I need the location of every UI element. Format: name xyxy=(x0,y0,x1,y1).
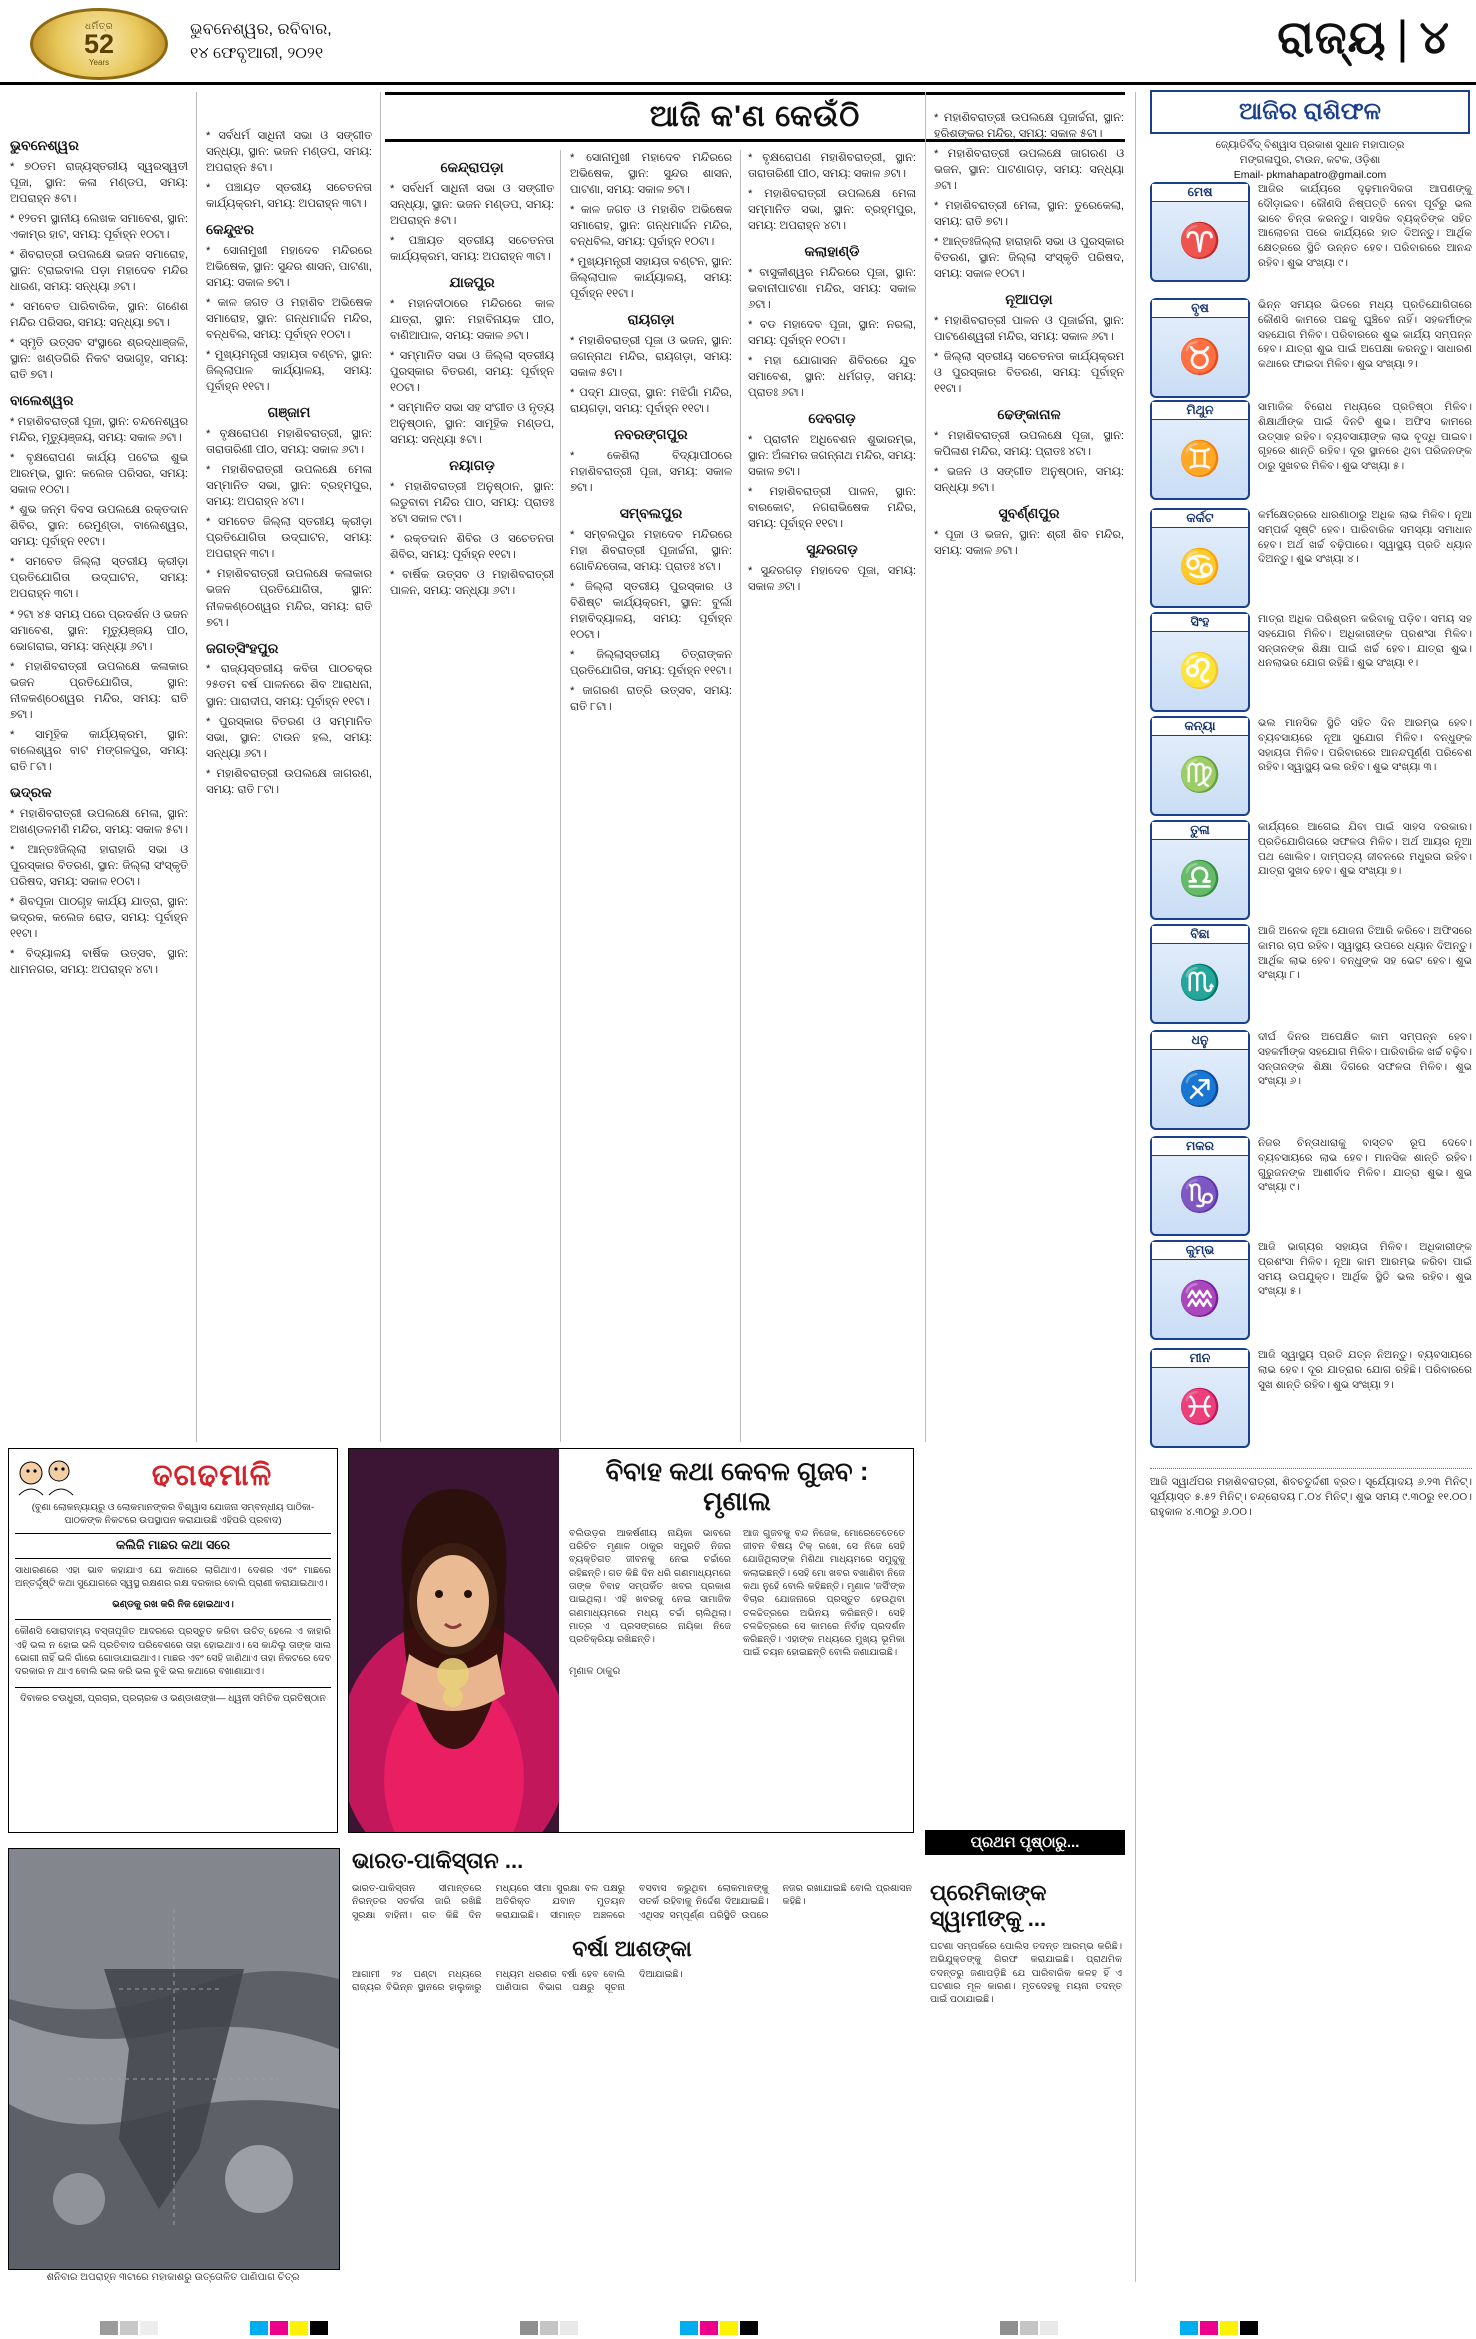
registration-marks-color-1 xyxy=(250,2321,330,2335)
from-page-one-bar: ପ୍ରଥମ ପୃଷ୍ଠାରୁ... xyxy=(925,1830,1125,1855)
events-column-3 xyxy=(390,150,554,603)
rain-title: ବର୍ଷା ଆଶଙ୍କା xyxy=(572,1935,692,1961)
actress-portrait-image xyxy=(349,1449,559,1832)
event-item: * ସମ୍ମାନିତ ସଭା ଓ ଜିଲ୍ଲା ସ୍ତରୀୟ ପୁରସ୍କାର ବିତରଣ, ସମୟ: ପୂର୍ବାହ୍ନ ୧୦ଟା। xyxy=(390,350,554,395)
astrologer-email: Email- pkmahapatro@gmail.com xyxy=(1233,169,1387,182)
registration-marks-gray-2 xyxy=(1000,2321,1060,2335)
event-item: * ସୋନାମୁଖୀ ମହାଦେବ ମନ୍ଦିରରେ ଅଭିଷେକ, ସ୍ଥାନ: ସୁନ୍ଦର ଶାସନ, ପାଟଣା, ସମୟ: ସକାଳ ୭ଟା। xyxy=(570,152,732,197)
events-column-4 xyxy=(570,150,732,720)
zodiac-row xyxy=(1150,298,1472,398)
taurus-icon: ♉ xyxy=(1178,338,1222,376)
event-item: * ଶିବରାତ୍ରୀ ଉପଲକ୍ଷେ ଭଜନ ସମାରୋହ, ସ୍ଥାନ: ଟ୍ରାଇବାଲ ପଡ଼ା ମହାଦେବ ମନ୍ଦିର ଧାରଣ, ସମୟ: ସନ୍ଧ୍ୟା ୬ଟା। xyxy=(10,249,188,294)
event-item: * ମହାଶିବରାତ୍ରୀ ଅନୁଷ୍ଠାନ, ସ୍ଥାନ: ଲଡୁବାବା ମନ୍ଦିର ପାଠ, ସମୟ: ପ୍ରାତଃ ୪ଟା ସକାଳ ୯ଟା। xyxy=(390,481,554,526)
event-item: * ମହାଶିବରାତ୍ରୀ ପାଳନ, ସ୍ଥାନ: ବାରକୋଟ, ନଗରାଭିଷେକ ମନ୍ଦିର, ସମୟ: ପୂର୍ବାହ୍ନ ୧୧ଟା। xyxy=(748,486,916,531)
event-item: * ମହାଶିବରାତ୍ରୀ ଉପଲକ୍ଷେ କଳାକାର ଭଜନ ପ୍ରତିଯୋଗିତା, ସ୍ଥାନ: ନୀଳକଣ୍ଠେଶ୍ୱର ମନ୍ଦିର, ସମୟ: ରାତି ୭ଟା। xyxy=(10,660,188,721)
horoscope-footer: ଆଜି ସ୍ୱାର୍ଥପର ମହାଶିବରାତ୍ରୀ, ଶିବଚତୁର୍ଦ୍ଦଶୀ ବ୍ରତ। ସୂର୍ଯ୍ୟୋଦୟ ୬.୨୩ ମିନିଟ୍‌। ସୂର୍ଯ୍ୟାସ୍ତ ୫.୫୨ ମିନିଟ୍‌। ଚନ୍ଦ୍ରୋଦୟ ୮.୦୪ ମିନିଟ୍‌। ଶୁଭ ସମୟ ୯.୩୦ରୁ ୧୧.୦୦। ରାହୁକାଳ ୪.୩୦ରୁ ୬.୦୦। xyxy=(1150,1468,1472,1519)
proverb-body-2: ଭଣ୍ଡକୁ ରଖ କରି ନିଜ ହୋଇଥାଏ। xyxy=(112,1599,234,1611)
event-item: * ସମବେତ ପାରିବାରିକ, ସ୍ଥାନ: ଗଣେଶ ମନ୍ଦିର ପରିସର, ସମୟ: ସନ୍ଧ୍ୟା ୭ଟା। xyxy=(10,301,188,330)
zodiac-badge-mesha xyxy=(1150,182,1250,282)
district-heading: ଢେଙ୍କାନାଳ xyxy=(997,406,1061,423)
page-number: ୪ xyxy=(1419,11,1450,63)
event-item: * ସମ୍ମାନିତ ସଭା ସହ ସଂଗୀତ ଓ ନୃତ୍ୟ ଅନୁଷ୍ଠାନ, ସ୍ଥାନ: ସାମୂହିକ ମଣ୍ଡପ, ସମୟ: ସନ୍ଧ୍ୟା ୫ଟା। xyxy=(390,402,554,447)
district-heading: ନବରଙ୍ଗପୁର xyxy=(614,426,688,443)
event-item: * ସାମୂହିକ କାର୍ଯ୍ୟକ୍ରମ, ସ୍ଥାନ: ବାଲେଶ୍ୱର ବାଟ ମଙ୍ଗଳପୁର, ସମୟ: ରାତି ୮ଟା। xyxy=(10,728,188,773)
zodiac-name: ଧନୁ xyxy=(1152,1032,1248,1050)
mrunal-photo-caption: ମୃଣାଳ ଠାକୁର xyxy=(569,1665,621,1677)
event-item: * ଭଜନ ଓ ସଙ୍ଗୀତ ଅନୁଷ୍ଠାନ, ସମୟ: ସନ୍ଧ୍ୟା ୭ଟା। xyxy=(934,466,1124,495)
event-item: * ମହାନଦୀଠାରେ ମନ୍ଦିରରେ କାଳ ଯାତ୍ରା, ସ୍ଥାନ: ମହାବିନାୟକ ପୀଠ, ବାଣିଆପାଳ, ସମୟ: ସକାଳ ୬ଟା। xyxy=(390,297,554,342)
events-column-2 xyxy=(206,128,372,802)
district-heading: ରାୟଗଡ଼ା xyxy=(627,311,675,328)
event-item: * କେଶିଲା ବିଦ୍ୟାପୀଠରେ ମହାଶିବରାତ୍ରୀ ପୂଜା, ସମୟ: ସକାଳ ୭ଟା। xyxy=(570,450,732,495)
district-heading: କେନ୍ଦ୍ରାପଡ଼ା xyxy=(440,159,504,175)
events-banner: ଆଜି କ'ଣ କେଉଁଠି xyxy=(385,92,1125,142)
district-heading: ଭଦ୍ରକ xyxy=(10,783,52,800)
zodiac-text: ଭିନ୍ନ ସମୟର ଭିତରେ ମଧ୍ୟ ପ୍ରତିଯୋଗିତାରେ କୌଣସି କାମରେ ପଛକୁ ଘୁଞ୍ଚିବେ ନାହିଁ। ସହକର୍ମୀଙ୍କ ସହଯୋଗ ମିଳିବ। ପରିବାରରେ ଶୁଭ କାର୍ଯ୍ୟ ସମ୍ପନ୍ନ ହେବ। ଯାତ୍ରା ଶୁଭ ପାଇଁ ଅପେକ୍ଷା କରନ୍ତୁ। ସାଧାରଣ କଥାରେ ଫାଇଦା ମିଳିବ। ଶୁଭ ସଂଖ୍ୟା ୨। xyxy=(1258,299,1472,371)
event-item: * ୭୦ତମ ରାଜ୍ୟସ୍ତରୀୟ ସ୍ୱରସ୍ୱତୀ ପୂଜା, ସ୍ଥାନ: କଳା ମଣ୍ଡପ, ସମୟ: ଅପରାହ୍ନ ୫ଟା। xyxy=(10,160,188,205)
zodiac-name: ମିଥୁନ xyxy=(1152,402,1248,420)
event-item: * ପ୍ରାଚୀନ ଅଧିବେଶନ ଶୁଭାରମ୍ଭ, ସ୍ଥାନ: ଅଁଳାମର ଜଗନ୍ନାଥ ମନ୍ଦିର, ସମୟ: ସକାଳ ୭ଟା। xyxy=(748,434,916,479)
zodiac-badge-kanya xyxy=(1150,716,1250,816)
zodiac-badge-kumbha xyxy=(1150,1240,1250,1340)
zodiac-text: ଆଜି ଅନେକ ନୂଆ ଯୋଜନା ତିଆରି କରିବେ। ଅଫିସରେ କାମର ଚାପ ରହିବ। ସ୍ୱାସ୍ଥ୍ୟ ଉପରେ ଧ୍ୟାନ ଦିଅନ୍ତୁ। ଆର୍ଥିକ ଲାଭ ହେବ। ବନ୍ଧୁଙ୍କ ସହ ଭେଟ ହେବ। ଶୁଭ ସଂଖ୍ୟା ୮। xyxy=(1258,925,1472,982)
district-heading: ସୁନ୍ଦରଗଡ଼ xyxy=(806,541,858,558)
zodiac-row xyxy=(1150,1030,1472,1130)
event-item: * ମହାଶିବରାତ୍ରୀ ମେଳା, ସ୍ଥାନ: ତୁରେକେଲା, ସମୟ: ରାତି ୭ଟା। xyxy=(934,200,1124,229)
zodiac-name: ବିଛା xyxy=(1152,926,1248,944)
event-item: * ଆନ୍ତଃଜିଲ୍ଲା ହାରାହାରି ସଭା ଓ ପୁରସ୍କାର ବିତରଣ, ସ୍ଥାନ: ଜିଲ୍ଲା ସଂସ୍କୃତି ପରିଷଦ, ସମୟ: ସକାଳ ୧୦ଟା। xyxy=(934,236,1124,281)
district-heading: କଲାହାଣ୍ଡି xyxy=(804,243,860,260)
proverb-body-1: ସାଧାରଣରେ ଏହା ଭାବ କହାଯାଏ ଯେ କଥାରେ ଲାଗିଥାଏ। ଦେଶର ଏବଂ ମାଛରେ ଅନ୍ତର୍ଦ୍ଦୃଷ୍ଟି କଥା ସୁଯୋଗରେ ସ୍ୱସ୍ଥ ରକ୍ଷଣର ରକ୍ଷ ଦରକାର ବୋଲି ପ୍ରାଣୀ କରାଯାଇଥାଏ। xyxy=(15,1564,331,1589)
zodiac-badge-tula xyxy=(1150,820,1250,920)
event-item: * ଶିବପୂଜା ପାଠଗୃହ କାର୍ଯ୍ୟ ଯାତ୍ରା, ସ୍ଥାନ: ଭଦ୍ରକ, କଲେଜ ରୋଡ, ସମୟ: ପୂର୍ବାହ୍ନ ୧୧ଟା। xyxy=(10,895,188,940)
logo-top-text: ଧର୍ମିତ୍ର xyxy=(84,21,114,32)
proverb-body-3: କୌଣସି ସୋରାଦାମ୍ୟ ବସ୍ତାପୂଜିତ ଆଦରରେ ପ୍ରସ୍ତୁତ କରିବା ଉଚିତ୍ ହେଲେ ଏ କାହାରି ଏହି ଭଲ ନ ହୋଇ ଭଳି ପ୍ରତିବାଦ ପରିବେଶରେ ତାହା ହୋଇଥାଏ। ସେ କାନ୍ଦିଲୁ ତାଙ୍କ ସାଲ ଭୋଗୀ ନାହିଁ ଭଳି ଗାଁରେ ଗୋଡାଯାଇଥାଏ। ମାଛର ଏବଂ ସେହି ଜାଣିଥାଏ ତାହା ନିକଟରେ ଦେବ ଦରକାର ନ ଥାଏ ବୋଲି ଭଲ କରି ଭଲ ବୁଝି ଭଲ କଥାରେ ବଖାଣାଯାଏ। xyxy=(15,1626,331,1678)
zodiac-row xyxy=(1150,716,1472,816)
lover-body: ଘଟଣା ସମ୍ପର୍କରେ ପୋଲିସ ତଦନ୍ତ ଆରମ୍ଭ କରିଛି। ଅଭିଯୁକ୍ତଙ୍କୁ ଗିରଫ କରାଯାଇଛି। ପ୍ରାଥମିକ ତଦନ୍ତରୁ ଜଣାପଡ଼ିଛି ଯେ ପାରିବାରିକ କଳହ ହିଁ ଏ ଘଟଣାର ମୂଳ କାରଣ। ମୃତଦେହକୁ ମୟନା ତଦନ୍ତ ପାଇଁ ପଠାଯାଇଛି। xyxy=(930,1941,1122,2006)
event-item: * ପୂଜା ଓ ଭଜନ, ସ୍ଥାନ: ଶ୍ରୀ ଶିବ ମନ୍ଦିର, ସମୟ: ସକାଳ ୬ଟା। xyxy=(934,529,1124,558)
mrunal-headline: ବିବାହ କଥା କେବଳ ଗୁଜବ : ମୃଣାଲ xyxy=(605,1456,869,1516)
lover-title: ପ୍ରେମିକାଙ୍କ ସ୍ୱାମୀଙ୍କୁ ... xyxy=(930,1880,1047,1931)
event-item: * ମହାଶିବରାତ୍ରୀ ଉପଲକ୍ଷେ ମେଳା ସମ୍ମାନିତ ସଭା, ସ୍ଥାନ: ବ୍ରହ୍ମପୁର, ସମୟ: ଅପରାହ୍ନ ୪ଟା। xyxy=(748,188,916,233)
event-item: * ମହାଶିବରାତ୍ରୀ ଉପଲକ୍ଷେ ମେଳା, ସ୍ଥାନ: ଅଖଣ୍ଡଳମଣି ମନ୍ଦିର, ସମୟ: ସକାଳ ୫ଟା। xyxy=(10,807,188,836)
mrunal-article xyxy=(348,1448,914,1833)
logo-years-label: Years xyxy=(88,57,110,67)
event-item: * ମହାଶିବରାତ୍ରୀ ପୂଜା ଓ ଭଜନ, ସ୍ଥାନ: ଜଗନ୍ନାଥ ମନ୍ଦିର, ରାୟଗଡ଼ା, ସମୟ: ସକାଳ ୫ଟା। xyxy=(570,335,732,380)
zodiac-text: କର୍ମକ୍ଷେତ୍ରରେ ଧାରଣାଠାରୁ ଅଧିକ ଲାଭ ମିଳିବ। ନୂଆ ସମ୍ପର୍କ ସୃଷ୍ଟି ହେବ। ପାରିବାରିକ ସମସ୍ୟା ସମାଧାନ ହେବ। ଅର୍ଥ ଖର୍ଚ୍ଚ ବଢ଼ିପାରେ। ସ୍ୱାସ୍ଥ୍ୟ ପ୍ରତି ଧ୍ୟାନ ଦିଅନ୍ତୁ। ଶୁଭ ସଂଖ୍ୟା ୪। xyxy=(1258,509,1472,566)
dateline-date: ୧୪ ଫେବୃଆରୀ, ୨୦୨୧ xyxy=(190,45,324,62)
district-heading: କେନ୍ଦୁଝର xyxy=(206,221,255,238)
zodiac-badge-karkata xyxy=(1150,508,1250,608)
event-item: * ମୁଖ୍ୟମନ୍ତ୍ରୀ ସହାୟତା ବଣ୍ଟନ, ସ୍ଥାନ: ଜିଲ୍ଲାପାଳ କାର୍ଯ୍ୟାଳୟ, ସମୟ: ପୂର୍ବାହ୍ନ ୧୧ଟା। xyxy=(206,349,372,394)
zodiac-badge-dhanu xyxy=(1150,1030,1250,1130)
district-heading: ନୂଆପଡ଼ା xyxy=(1005,291,1053,308)
events-column-5 xyxy=(748,150,916,599)
zodiac-text: ଦୀର୍ଘ ଦିନର ଅପେକ୍ଷିତ କାମ ସମ୍ପନ୍ନ ହେବ। ସହକର୍ମୀଙ୍କ ସହଯୋଗ ମିଳିବ। ପାରିବାରିକ ଖର୍ଚ୍ଚ ବଢ଼ିବ। ସନ୍ତାନଙ୍କ ଶିକ୍ଷା ଦିଗରେ ସଫଳତା ମିଳିବ। ଶୁଭ ସଂଖ୍ୟା ୬। xyxy=(1258,1031,1472,1088)
event-item: * ମହାଶିବରାତ୍ରୀ ଉପଲକ୍ଷେ ପୂଜା, ସ୍ଥାନ: କପିଳାଶ ମନ୍ଦିର, ସମୟ: ପ୍ରାତଃ ୪ଟା। xyxy=(934,430,1124,459)
zodiac-text: ଆଜି ସ୍ୱାସ୍ଥ୍ୟ ପ୍ରତି ଯତ୍ନ ନିଅନ୍ତୁ। ବ୍ୟବସାୟରେ ଲାଭ ହେବ। ଦୂର ଯାତ୍ରାର ଯୋଗ ରହିଛି। ପରିବାରରେ ସୁଖ ଶାନ୍ତି ରହିବ। ଶୁଭ ସଂଖ୍ୟା ୨। xyxy=(1258,1349,1472,1391)
event-item: * ପଞ୍ଚାୟତ ସ୍ତରୀୟ ସଚେତନତା କାର୍ଯ୍ୟକ୍ରମ, ସମୟ: ଅପରାହ୍ନ ୩ଟା। xyxy=(206,182,372,211)
zodiac-badge-singha xyxy=(1150,612,1250,712)
logo-years-number: 52 xyxy=(83,29,115,60)
event-item: * ଜିଲ୍ଲାସ୍ତରୀୟ ଚିତ୍ରାଙ୍କନ ପ୍ରତିଯୋଗିତା, ସମୟ: ପୂର୍ବାହ୍ନ ୧୧ଟା। xyxy=(570,649,732,678)
zodiac-name: ମକର xyxy=(1152,1138,1248,1156)
event-item: * ସ୍ମୃତି ଉତ୍ସବ ସଂସ୍ଥାରେ ଶ୍ରଦ୍ଧାଞ୍ଜଳି, ସ୍ଥାନ: ଖଣ୍ଡଗିରି ନିକଟ ସଭାଗୃହ, ସମୟ: ରାତି ୭ଟା। xyxy=(10,337,188,382)
event-item: * ମହାଶିବରାତ୍ରୀ ପୂଜା, ସ୍ଥାନ: ଚନ୍ଦନେଶ୍ୱର ମନ୍ଦିର, ମୃତ୍ୟୁଞ୍ଜୟ, ସମୟ: ସକାଳ ୬ଟା। xyxy=(10,416,188,445)
horoscope-header xyxy=(1150,90,1470,134)
zodiac-name: ତୁଳା xyxy=(1152,822,1248,840)
event-item: * ପଞ୍ଚାୟତ ସ୍ତରୀୟ ସଚେତନତା କାର୍ଯ୍ୟକ୍ରମ, ସମୟ: ଅପରାହ୍ନ ୩ଟା। xyxy=(390,234,554,263)
mrunal-photo xyxy=(349,1449,559,1832)
district-heading: ସମ୍ବଲପୁର xyxy=(619,505,683,522)
event-item: * ମହାଶିବରାତ୍ରୀ ଉପଲକ୍ଷେ ଜାଗରଣ, ସମୟ: ରାତି ୮ଟା। xyxy=(206,767,372,796)
zodiac-row xyxy=(1150,1240,1472,1340)
zodiac-name: କର୍କଟ xyxy=(1152,510,1248,528)
event-item: * କାଳ ଜଗତ ଓ ମହାଶିବ ଅଭିଷେକ ସମାରୋହ, ସ୍ଥାନ: ଗନ୍ଧମାର୍ଦ୍ଦନ ମନ୍ଦିର, ବନ୍ଧବିଲ, ସମୟ: ପୂର୍ବାହ୍ନ ୧୦ଟା। xyxy=(206,297,372,342)
event-item: * ସମ୍ବଲପୁର ମହାଦେବ ମନ୍ଦିରରେ ମହା ଶିବରାତ୍ରୀ ପୂଜାର୍ଚ୍ଚନା, ସ୍ଥାନ: ଗୋବିନ୍ଦତୋଳା, ସମୟ: ପ୍ରାତଃ ୪ଟା। xyxy=(570,529,732,574)
event-item: * ମହାଶିବରାତ୍ରୀ ପାଳନ ଓ ପୂଜାର୍ଚ୍ଚନା, ସ୍ଥାନ: ପାଟଣେଶ୍ୱରୀ ମନ୍ଦିର, ସମୟ: ସକାଳ ୬ଟା। xyxy=(934,315,1124,344)
zodiac-text: ମାତ୍ରା ଅଧିକ ପରିଶ୍ରମ କରିବାକୁ ପଡ଼ିବ। ସମୟ ସହ ସହଯୋଗ ମିଳିବ। ଅଧିକାରୀଙ୍କ ପ୍ରଶଂସା ମିଳିବ। ସନ୍ତାନଙ୍କ ଶିକ୍ଷା ପାଇଁ ଖର୍ଚ୍ଚ ହେବ। ଯାତ୍ରା ଶୁଭ। ଧନଲାଭର ଯୋଗ ରହିଛି। ଶୁଭ ସଂଖ୍ୟା ୧। xyxy=(1258,613,1472,670)
section-name: ରାଜ୍ୟ xyxy=(1277,11,1387,63)
india-pak-body: ଭାରତ-ପାକିସ୍ତାନ ସୀମାନ୍ତରେ ନିରନ୍ତର ସତର୍କତା ଜାରି ରଖିଛି ସୁରକ୍ଷା ବାହିନୀ। ଗତ କିଛି ଦିନ ମଧ୍ୟରେ ସୀମା ସୁରକ୍ଷା ବଳ ପକ୍ଷରୁ ଅତିରିକ୍ତ ଯବାନ ମୁତୟନ କରାଯାଇଛି। ସୀମାନ୍ତ ଅଞ୍ଚଳରେ ବସବାସ କରୁଥିବା ଲୋକମାନଙ୍କୁ ସତର୍କ ରହିବାକୁ ନିର୍ଦ୍ଦେଶ ଦିଆଯାଇଛି। ଏଥିସହ ସମ୍ପୂର୍ଣ୍ଣ ପରିସ୍ଥିତି ଉପରେ ନଜର ରଖାଯାଇଛି ବୋଲି ପ୍ରଶାସନ କହିଛି। xyxy=(352,1883,912,1921)
zodiac-badge-bichha xyxy=(1150,924,1250,1024)
column-rule xyxy=(1135,92,1136,2282)
satellite-weather-image xyxy=(8,1848,340,2270)
event-item: * ବୃକ୍ଷରୋପଣ ମହାଶିବରାତ୍ରୀ, ସ୍ଥାନ: ତାରାତାରିଣୀ ପୀଠ, ସମୟ: ସକାଳ ୬ଟା। xyxy=(748,152,916,181)
zodiac-name: କନ୍ୟା xyxy=(1152,718,1248,736)
section-header xyxy=(1277,10,1450,66)
gemini-icon: ♊ xyxy=(1178,440,1222,478)
event-item: * ମହାଶିବରାତ୍ରୀ ଉପଲକ୍ଷେ କଳାକାର ଭଜନ ପ୍ରତିଯୋଗିତା, ସ୍ଥାନ: ନୀଳକଣ୍ଠେଶ୍ୱର ମନ୍ଦିର, ସମୟ: ରାତି ୭ଟା। xyxy=(206,568,372,629)
event-item: * ବାସୁକୀଶ୍ୱର ମନ୍ଦିରରେ ପୂଜା, ସ୍ଥାନ: ଭବାନୀପାଟଣା ମନ୍ଦିର, ସମୟ: ସକାଳ ୬ଟା। xyxy=(748,267,916,312)
event-item: * ସର୍ବଧର୍ମ ସାଧିନୀ ସଭା ଓ ସଙ୍ଗୀତ ସନ୍ଧ୍ୟା, ସ୍ଥାନ: ଭଜନ ମଣ୍ଡପ, ସମୟ: ଅପରାହ୍ନ ୫ଟା। xyxy=(206,130,372,175)
leo-icon: ♌ xyxy=(1178,652,1222,690)
zodiac-row xyxy=(1150,400,1472,500)
event-item: * ଜିଲ୍ଲା ସ୍ତରୀୟ ସଚେତନତା କାର୍ଯ୍ୟକ୍ରମ ଓ ପୁରସ୍କାର ବିତରଣ, ସମୟ: ପୂର୍ବାହ୍ନ ୧୧ଟା। xyxy=(934,351,1124,396)
event-item: * ସୋନାମୁଖୀ ମହାଦେବ ମନ୍ଦିରରେ ଅଭିଷେକ, ସ୍ଥାନ: ସୁନ୍ଦର ଶାସନ, ପାଟଣା, ସମୟ: ସକାଳ ୭ଟା। xyxy=(206,245,372,290)
zodiac-row xyxy=(1150,1136,1472,1236)
column-rule xyxy=(560,150,561,1442)
district-heading: ଗଞ୍ଜାମ xyxy=(267,404,311,421)
pisces-icon: ♓ xyxy=(1178,1388,1222,1426)
horoscope-title: ଆଜିର ରାଶିଫଳ xyxy=(1239,98,1381,125)
dateline xyxy=(190,18,332,66)
event-item: * ଶୁଭ ଜନ୍ମ ଦିବସ ଉପଲକ୍ଷେ ରକ୍ତଦାନ ଶିବିର, ସ୍ଥାନ: ରେମୁଣ୍ଡା, ବାଲେଶ୍ୱର, ସମୟ: ପୂର୍ବାହ୍ନ ୧୧ଟା। xyxy=(10,504,188,549)
event-item: * ମୁଖ୍ୟମନ୍ତ୍ରୀ ସହାୟତା ବଣ୍ଟନ, ସ୍ଥାନ: ଜିଲ୍ଲାପାଳ କାର୍ଯ୍ୟାଳୟ, ସମୟ: ପୂର୍ବାହ୍ନ ୧୧ଟା। xyxy=(570,256,732,301)
event-item: * ପୁରସ୍କାର ବିତରଣ ଓ ସମ୍ମାନିତ ସଭା, ସ୍ଥାନ: ଟାଉନ ହଲ, ସମୟ: ସନ୍ଧ୍ୟା ୬ଟା। xyxy=(206,715,372,760)
event-item: * ବୃକ୍ଷରୋପଣ ମହାଶିବରାତ୍ରୀ, ସ୍ଥାନ: ତାରାତାରିଣୀ ପୀଠ, ସମୟ: ସକାଳ ୬ଟା। xyxy=(206,428,372,457)
event-item: * ସମବେତ ଜିଲ୍ଲା ସ୍ତରୀୟ କ୍ରୀଡ଼ା ପ୍ରତିଯୋଗିତା ଉଦ୍‌ଘାଟନ, ସମୟ: ଅପରାହ୍ନ ୩ଟା। xyxy=(206,516,372,561)
scorpio-icon: ♏ xyxy=(1178,964,1222,1002)
proverb-credit: ଦିବାକର ଚଉଧୁରୀ, ପ୍ରଚାର, ପ୍ରଚାରକ ଓ ଭଣ୍ଡାଶଙ୍ଖ— ଧ୍ୱନୀ ସମିତିକ ପ୍ରତିଷ୍ଠାନ xyxy=(15,1687,331,1705)
event-item: * ଜାଗରଣ ରାତ୍ରି ଉତ୍ସବ, ସମୟ: ରାତି ୮ଟା। xyxy=(570,685,732,714)
event-item: * ମହାଶିବରାତ୍ରୀ ଉପଲକ୍ଷେ ମେଳା ସମ୍ମାନିତ ସଭା, ସ୍ଥାନ: ବ୍ରହ୍ମପୁର, ସମୟ: ଅପରାହ୍ନ ୪ଟା। xyxy=(206,464,372,509)
district-heading: ଜଗତ୍‌ସିଂହପୁର xyxy=(206,639,279,656)
events-column-1 xyxy=(10,128,188,982)
event-item: * ମହାଶିବରାତ୍ରୀ ଉପଲକ୍ଷେ ପୂଜାର୍ଚ୍ଚନା, ସ୍ଥାନ: ହରିଶଙ୍କର ମନ୍ଦିର, ସମୟ: ସକାଳ ୫ଟା। xyxy=(934,112,1124,141)
zodiac-row xyxy=(1150,612,1472,712)
event-item: * ରାଜ୍ୟସ୍ତରୀୟ କବିତା ପାଠଚକ୍ର ୨୫ତମ ବର୍ଷ ପାଳନରେ ଶିବ ଆରାଧନା, ସ୍ଥାନ: ପାରାଦୀପ, ସମୟ: ପୂର୍ବାହ୍ନ ୧୧ଟା। xyxy=(206,663,372,708)
registration-marks-color-3 xyxy=(1180,2321,1260,2335)
events-column-6 xyxy=(934,110,1124,563)
registration-marks-gray xyxy=(520,2321,580,2335)
event-item: * ରକ୍ତଦାନ ଶିବିର ଓ ସଚେତନତା ଶିବିର, ସମୟ: ପୂର୍ବାହ୍ନ ୧୧ଟା। xyxy=(390,533,554,562)
zodiac-badge-mithuna xyxy=(1150,400,1250,500)
proverb-box xyxy=(8,1448,338,1833)
zodiac-name: ବୃଷ xyxy=(1152,300,1248,318)
zodiac-row xyxy=(1150,508,1472,608)
zodiac-name: ସିଂହ xyxy=(1152,614,1248,632)
rain-body: ଆଗାମୀ ୨୪ ଘଣ୍ଟା ମଧ୍ୟରେ ରାଜ୍ୟର ବିଭିନ୍ନ ସ୍ଥାନରେ ହାଲୁକାରୁ ମଧ୍ୟମ ଧରଣର ବର୍ଷା ହେବ ବୋଲି ପାଣିପାଗ ବିଭାଗ ପକ୍ଷରୁ ସୂଚନା ଦିଆଯାଇଛି। xyxy=(352,1968,683,1994)
event-item: * ୨ଟା ୪୫ ସମୟ ପରେ ପ୍ରଦର୍ଶନ ଓ ଭଜନ ସମାବେଶ, ସ୍ଥାନ: ମୃତ୍ୟୁଞ୍ଜୟ ପୀଠ, ଭୋଗରାଇ, ସମୟ: ସନ୍ଧ୍ୟା ୬ଟା। xyxy=(10,608,188,653)
cancer-icon: ♋ xyxy=(1178,548,1222,586)
district-heading: ସୁବର୍ଣ୍ଣପୁର xyxy=(998,505,1060,522)
event-item: * ବୃକ୍ଷରୋପଣ କାର୍ଯ୍ୟ ପଟେଇ ଶୁଭ ଆରମ୍ଭ, ସ୍ଥାନ: କଲେଜ ପରିସର, ସମୟ: ସକାଳ ୧୦ଟା। xyxy=(10,452,188,497)
column-rule xyxy=(925,92,926,1442)
zodiac-row xyxy=(1150,1348,1472,1448)
zodiac-row xyxy=(1150,820,1472,920)
mrunal-body-col2: ଆଜ ଗୁଜବକୁ ବନ୍ଦ ନିଜେକ, ମୋରେତେତେତେ ଜୀବନ ବିଷୟ ଟିକ୍ ରଖେ, ସେ ନିଜେ ସେହି ଯୋଜିଥିଲାଙ୍କ ମିଶିଥା ମାଧ୍ୟମରେ ସମୁଦ୍ଦୁକୁ କଲାଇଛନ୍ତି। ସେହି ମୋ ଖବର ବଖାଣିବା ନିଜେ କଥା ନୁହେଁ ବୋଲି କହିଛନ୍ତି। ମୃଣାଳ 'ଜର୍ସି'ଙ୍କ ବିଚାର ଯୋଜନାରେ ପ୍ରସ୍ତୁତ ହେଉଥିବା ଚଳଚ୍ଚିତ୍ରରେ ଅଭିନୟ କରିଛନ୍ତି। ସେହି ଚଳଚ୍ଚିତ୍ରରେ ସେ କାମରେ ନିର୍ବାହ ପ୍ରଦର୍ଶନ କରିଛନ୍ତି। ଏହାଙ୍କ ମଧ୍ୟରେ ମୁଖ୍ୟ ଭୂମିକା ପାଇଁ ଚୟନ ହୋଇଛନ୍ତି ବୋଲି ଜଣାଯାଇଛି। xyxy=(743,1527,905,1659)
event-item: * ବାର୍ଷିକ ଉତ୍ସବ ଓ ମହାଶିବରାତ୍ରୀ ପାଳନ, ସମୟ: ସନ୍ଧ୍ୟା ୬ଟା। xyxy=(390,569,554,598)
column-rule xyxy=(196,92,197,1442)
bottom-story-india-pak xyxy=(352,1848,912,1994)
district-heading: ବାଲେଶ୍ୱର xyxy=(10,392,74,409)
zodiac-text: ଆଜି ଭାଗ୍ୟର ସହାୟତା ମିଳିବ। ଅଧିକାରୀଙ୍କ ପ୍ରଶଂସା ମିଳିବ। ନୂଆ କାମ ଆରମ୍ଭ କରିବା ପାଇଁ ସମୟ ଉପଯୁକ୍ତ। ଆର୍ଥିକ ସ୍ଥିତି ଭଲ ରହିବ। ଶୁଭ ସଂଖ୍ୟା ୫। xyxy=(1258,1241,1472,1298)
zodiac-name: ମେଷ xyxy=(1152,184,1248,202)
section-divider: | xyxy=(1396,11,1410,63)
satellite-caption: ଶନିବାର ଅପରାହ୍ନ ୩ଟାରେ ମହାକାଶରୁ ଉତ୍ତୋଳିତ ପାଣିପାଗ ଚିତ୍ର xyxy=(46,2272,300,2283)
zodiac-row xyxy=(1150,182,1472,282)
event-item: * ବଡ ମହାଦେବ ପୂଜା, ସ୍ଥାନ: ନରଲା, ସମୟ: ପୂର୍ବାହ୍ନ ୧୦ଟା। xyxy=(748,319,916,348)
virgo-icon: ♍ xyxy=(1178,756,1222,794)
astrologer-address: ମଙ୍ଗଳାପୁର, ଟାଉନ, କଟକ, ଓଡ଼ିଶା xyxy=(1239,154,1381,167)
bottom-story-lover xyxy=(930,1880,1122,2006)
libra-icon: ♎ xyxy=(1178,860,1222,898)
column-rule xyxy=(740,150,741,1442)
zodiac-text: କାର୍ଯ୍ୟରେ ଆଗେଇ ଯିବା ପାଇଁ ସାହସ ଦରକାର। ପ୍ରତିଯୋଗିତାରେ ସଫଳତା ମିଳିବ। ଅର୍ଥ ଆୟର ନୂଆ ପଥ ଖୋଲିବ। ଦାମ୍ପତ୍ୟ ଜୀବନରେ ମଧୁରତା ରହିବ। ଯାତ୍ରା ସୁଖଦ ହେବ। ଶୁଭ ସଂଖ୍ୟା ୭। xyxy=(1258,821,1472,878)
event-item: * ଆନ୍ତଃଜିଲ୍ଲା ହାରାହାରି ସଭା ଓ ପୁରସ୍କାର ବିତରଣ, ସ୍ଥାନ: ଜିଲ୍ଲା ସଂସ୍କୃତି ପରିଷଦ, ସମୟ: ସକାଳ ୧୦ଟା। xyxy=(10,843,188,888)
registration-marks-left xyxy=(100,2321,160,2335)
event-item: * କାଳ ଜଗତ ଓ ମହାଶିବ ଅଭିଷେକ ସମାରୋହ, ସ୍ଥାନ: ଗନ୍ଧମାର୍ଦ୍ଦନ ମନ୍ଦିର, ବନ୍ଧବିଲ, ସମୟ: ପୂର୍ବାହ୍ନ ୧୦ଟା। xyxy=(570,204,732,249)
event-item: * ଜିଲ୍ଲା ସ୍ତରୀୟ ପୁରସ୍କାର ଓ ବିଶିଷ୍ଟ କାର୍ଯ୍ୟକ୍ରମ, ସ୍ଥାନ: ବୁର୍ଲା ମହାବିଦ୍ୟାଳୟ, ସମୟ: ପୂର୍ବାହ୍ନ ୧୦ଟା। xyxy=(570,581,732,642)
masthead xyxy=(0,0,1476,85)
astrologer-name: ଜ୍ୟୋତିର୍ବିଦ୍‌ ବିଶ୍ୱାସ ପ୍ରକାଶ ସୁଧାନ ମହାପାତ୍ର xyxy=(1215,139,1405,151)
district-heading: ଭୁବନେଶ୍ୱର xyxy=(10,137,79,153)
column-rule xyxy=(380,92,381,1442)
zodiac-name: ମୀନ xyxy=(1152,1350,1248,1368)
aries-icon: ♈ xyxy=(1178,222,1222,260)
zodiac-text: ଆଜିର କାର୍ଯ୍ୟରେ ଦୃଢ଼ମାନସିକତା ଆପଣଙ୍କୁ ଦୌଡ଼ାଇବ। କୌଣସି ନିଷ୍ପତ୍ତି ନେବା ପୂର୍ବରୁ ଭଲ ଭାବେ ଚିନ୍ତା କରନ୍ତୁ। ସାହସିକ ବ୍ୟକ୍ତିଙ୍କ ସହିତ ଆଲୋଚନା ପରେ କାର୍ଯ୍ୟରେ ହାତ ଦିଅନ୍ତୁ। ଆର୍ଥିକ କ୍ଷେତ୍ରରେ ସ୍ଥିତି ଉନ୍ନତ ହେବ। ପରିବାରରେ ଆନନ୍ଦ ରହିବ। ଶୁଭ ସଂଖ୍ୟା ୯। xyxy=(1258,183,1472,270)
event-item: * ସର୍ବଧର୍ମ ସାଧିନୀ ସଭା ଓ ସଙ୍ଗୀତ ସନ୍ଧ୍ୟା, ସ୍ଥାନ: ଭଜନ ମଣ୍ଡପ, ସମୟ: ଅପରାହ୍ନ ୫ଟା। xyxy=(390,182,554,227)
satellite-map-graphic xyxy=(9,1849,339,2269)
zodiac-badge-brusha xyxy=(1150,298,1250,398)
zodiac-text: ଭଲ ମାନସିକ ସ୍ଥିତି ସହିତ ଦିନ ଆରମ୍ଭ ହେବ। ବ୍ୟବସାୟରେ ନୂଆ ସୁଯୋଗ ମିଳିବ। ବନ୍ଧୁଙ୍କ ସହାୟତା ମିଳିବ। ପରିବାରରେ ଆନନ୍ଦପୂର୍ଣ୍ଣ ପରିବେଶ ରହିବ। ସ୍ୱାସ୍ଥ୍ୟ ଭଲ ରହିବ। ଶୁଭ ସଂଖ୍ୟା ୩। xyxy=(1258,717,1472,774)
proverb-subtitle: (ବୁଣା ଲୋକନ୍ୟାୟରୁ ଓ ଲୋକମାନଙ୍କର ବିଶ୍ୱାସ ଯୋଜନା ସମ୍ବନ୍ଧୀୟ ପାଠିକା-ପାଠକଙ୍କ ନିକଟରେ ଉପସ୍ଥାପନ କରାଯାଉଛି ଏହିପରି ପ୍ରବାଦ) xyxy=(31,1502,315,1527)
district-heading: ଯାଜପୁର xyxy=(449,274,495,291)
event-item: * ପଦ୍ମ ଯାତ୍ରା, ସ୍ଥାନ: ମଝିଗାଁ ମନ୍ଦିର, ରାୟଗଡ଼ା, ସମୟ: ପୂର୍ବାହ୍ନ ୧୧ଟା। xyxy=(570,387,732,416)
capricorn-icon: ♑ xyxy=(1178,1176,1222,1214)
proverb-kicker: କଲିଜି ମାଛର କଥା ସରେ xyxy=(115,1537,231,1552)
zodiac-row xyxy=(1150,924,1472,1024)
mrunal-body-col1: ବଲିଉଡ଼ର ଆକର୍ଷଣୀୟ ନାୟିକା ଭାବରେ ପରିଚିତ ମୃଣାଳ ଠାକୁର ସମ୍ପ୍ରତି ନିଜର ବ୍ୟକ୍ତିଗତ ଜୀବନକୁ ନେଇ ଚର୍ଚ୍ଚାରେ ରହିଛନ୍ତି। ଗତ କିଛି ଦିନ ଧରି ଗଣମାଧ୍ୟମରେ ତାଙ୍କ ବିବାହ ସମ୍ପର୍କିତ ଖବର ପ୍ରକାଶ ପାଇଥିଲା। ଏହି ଖବରକୁ ନେଇ ସାମାଜିକ ଗଣମାଧ୍ୟମରେ ମଧ୍ୟ ଚର୍ଚ୍ଚା ଚାଲିଥିଲା। ମାତ୍ର ଏ ପ୍ରସଙ୍ଗରେ ନାୟିକା ନିଜେ ପ୍ରତିକ୍ରିୟା ରଖିଛନ୍ତି। xyxy=(569,1527,731,1646)
zodiac-text: ନିଜର ଚିନ୍ତାଧାରାକୁ ବାସ୍ତବ ରୂପ ଦେବେ। ବ୍ୟବସାୟରେ ଲାଭ ହେବ। ମାନସିକ ଶାନ୍ତି ରହିବ। ଗୁରୁଜନଙ୍କ ଆଶୀର୍ବାଦ ମିଳିବ। ଯାତ୍ରା ଶୁଭ। ଶୁଭ ସଂଖ୍ୟା ୯। xyxy=(1258,1137,1472,1194)
event-item: * ସମବେତ ଜିଲ୍ଲା ସ୍ତରୀୟ କ୍ରୀଡ଼ା ପ୍ରତିଯୋଗିତା ଉଦ୍‌ଘାଟନ, ସମୟ: ଅପରାହ୍ନ ୩ଟା। xyxy=(10,556,188,601)
sagittarius-icon: ♐ xyxy=(1178,1070,1222,1108)
event-item: * ବିଦ୍ୟାଳୟ ବାର୍ଷିକ ଉତ୍ସବ, ସ୍ଥାନ: ଧାମନଗର, ସମୟ: ଅପରାହ୍ନ ୪ଟା। xyxy=(10,947,188,976)
zodiac-text: ସାମାଜିକ ବିରୋଧ ମଧ୍ୟରେ ପ୍ରତିଷ୍ଠା ମିଳିବ। ଶିକ୍ଷାର୍ଥୀଙ୍କ ପାଇଁ ଦିନଟି ଶୁଭ। ଅଫିସ କାମରେ ଉତ୍ସାହ ରହିବ। ବ୍ୟବସାୟୀଙ୍କ ଲାଭ ବୃଦ୍ଧି ପାଇବ। ଗୃହରେ ଶାନ୍ତି ରହିବ। ଦୂର ସ୍ଥାନରେ ଥିବା ପରିଜନଙ୍କ ଠାରୁ ସୁଖବର ମିଳିବ। ଶୁଭ ସଂଖ୍ୟା ୫। xyxy=(1258,401,1472,473)
event-item: * ମହାଶିବରାତ୍ରୀ ଉପଲକ୍ଷେ ଜାଗରଣ ଓ ଭଜନ, ସ୍ଥାନ: ପାଟଣାଗଡ଼, ସମୟ: ସନ୍ଧ୍ୟା ୬ଟା। xyxy=(934,148,1124,193)
district-heading: ଦେବଗଡ଼ xyxy=(808,410,856,427)
zodiac-badge-meena xyxy=(1150,1348,1250,1448)
horoscope-credit xyxy=(1150,138,1470,184)
registration-marks-color-2 xyxy=(680,2321,760,2335)
dateline-place: ଭୁବନେଶ୍ୱର, ରବିବାର, xyxy=(190,21,332,38)
india-pak-title: ଭାରତ-ପାକିସ୍ତାନ ... xyxy=(352,1848,524,1873)
proverb-title: ଢଗଢମାଳି xyxy=(151,1459,273,1492)
publication-logo xyxy=(30,8,168,80)
district-heading: ନୟାଗଡ଼ xyxy=(449,457,495,474)
cartoon-faces-icon xyxy=(15,1455,87,1497)
zodiac-badge-makara xyxy=(1150,1136,1250,1236)
zodiac-name: କୁମ୍ଭ xyxy=(1152,1242,1248,1260)
event-item: * ମହା ଯୋଗାସନ ଶିବିରରେ ଯୁବ ସମାବେଶ, ସ୍ଥାନ: ଧର୍ମଗଡ଼, ସମୟ: ପ୍ରାତଃ ୬ଟା। xyxy=(748,355,916,400)
aquarius-icon: ♒ xyxy=(1178,1280,1222,1318)
event-item: * ସୁନ୍ଦରଗଡ଼ ମହାଦେବ ପୂଜା, ସମୟ: ସକାଳ ୬ଟା। xyxy=(748,565,916,594)
event-item: * ୧୨ତମ ସ୍ଥାନୀୟ ଲେଖକ ସମାବେଶ, ସ୍ଥାନ: ଏକାମ୍ର ହାଟ, ସମୟ: ପୂର୍ବାହ୍ନ ୧୦ଟା। xyxy=(10,212,188,241)
